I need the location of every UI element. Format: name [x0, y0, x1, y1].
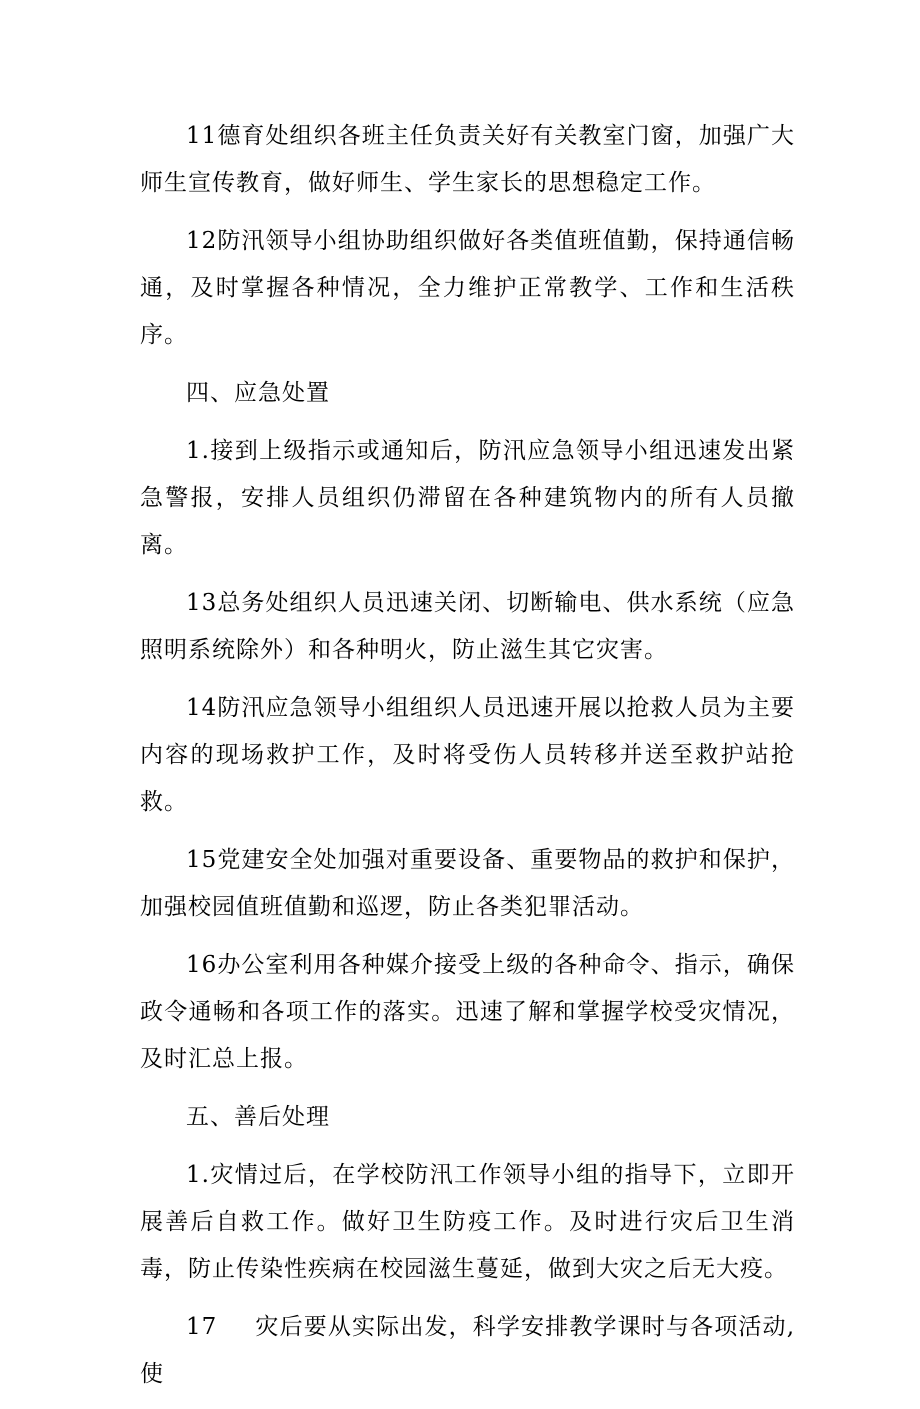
- paragraph-17-number: 17: [186, 1314, 218, 1340]
- section-heading-emergency-response: 四、应急处置: [186, 380, 330, 406]
- paragraph-17: [140, 1304, 795, 1398]
- paragraph-13: 13总务处组织人员迅速关闭、切断输电、供水系统（应急照明系统除外）和各种明火，防止滋生其它灾害。: [140, 590, 795, 663]
- section-heading-aftermath: 五、善后处理: [186, 1104, 330, 1130]
- paragraph-14: 14防汛应急领导小组组织人员迅速开展以抢救人员为主要内容的现场救护工作，及时将受伤人员转移并送至救护站抢救。: [140, 695, 795, 815]
- paragraph-16: 16办公室利用各种媒介接受上级的各种命令、指示，确保政令通畅和各项工作的落实。迅速了解和掌握学校受灾情况，及时汇总上报。: [140, 952, 795, 1072]
- paragraph-15: 15党建安全处加强对重要设备、重要物品的救护和保护，加强校园值班值勤和巡逻，防止各类犯罪活动。: [140, 847, 795, 920]
- paragraph-17-text: 灾后要从实际出发，科学安排教学课时与各项活动,使: [140, 1314, 795, 1387]
- paragraph-aftermath-1: 1.灾情过后，在学校防汛工作领导小组的指导下，立即开展善后自救工作。做好卫生防疫工作。及时进行灾后卫生消毒，防止传染性疾病在校园滋生蔓延，做到大灾之后无大疫。: [140, 1162, 795, 1282]
- document-body: [140, 113, 795, 1409]
- paragraph-12: 12防汛领导小组协助组织做好各类值班值勤，保持通信畅通，及时掌握各种情况，全力维护正常教学、工作和生活秩序。: [140, 228, 795, 348]
- paragraph-11: 11德育处组织各班主任负责关好有关教室门窗，加强广大师生宣传教育，做好师生、学生家长的思想稳定工作。: [140, 123, 795, 196]
- paragraph-emergency-1: 1.接到上级指示或通知后，防汛应急领导小组迅速发出紧急警报，安排人员组织仍滞留在各种建筑物内的所有人员撤离。: [140, 438, 795, 558]
